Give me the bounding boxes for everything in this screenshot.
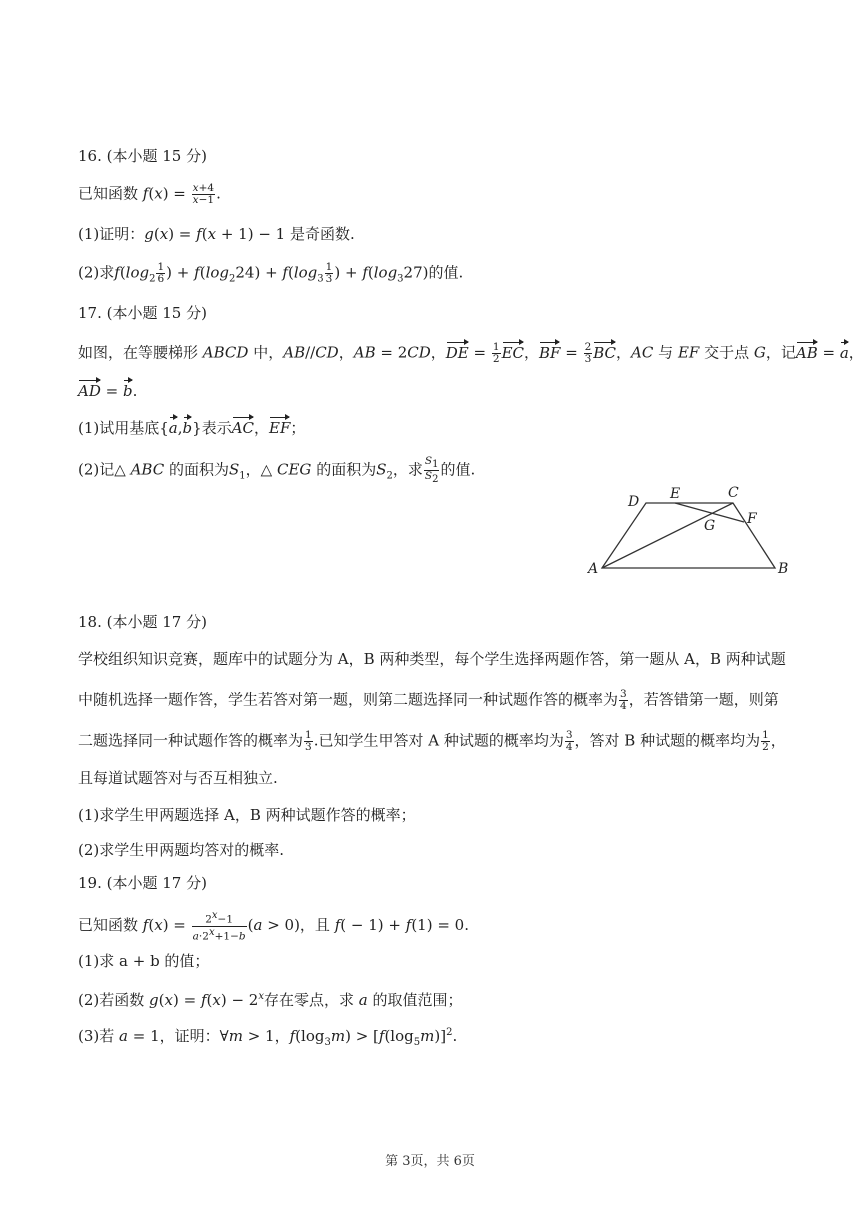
figure-label-a: A bbox=[588, 561, 599, 577]
q16-header: 16. (本小题 15 分) bbox=[78, 147, 207, 165]
q18-part2: (2)求学生甲两题均答对的概率. bbox=[78, 841, 285, 859]
figure-label-d: D bbox=[628, 494, 640, 510]
q19-part3: (3)若 a = 1，证明：∀m > 1，$f(\log_3m) > [f(\log_5m)]^2$. bbox=[78, 1027, 458, 1048]
q19-part1: (1)求 a + b 的值； bbox=[78, 952, 210, 970]
q17-part1: (1)试用基底{a,b}表示AC，EF； bbox=[78, 419, 306, 437]
q18-part1: (1)求学生甲两题选择 A，B 两种试题作答的概率； bbox=[78, 806, 416, 824]
q16-stem: 已知函数 f(x) = $\frac{x+4}{x-1}$ . bbox=[78, 182, 221, 206]
q18-header: 18. (本小题 17 分) bbox=[78, 613, 207, 631]
figure-label-g: G bbox=[704, 518, 716, 534]
q18-line4: 且每道试题答对与否互相独立. bbox=[78, 769, 278, 787]
q19-stem: 已知函数 f(x) = $\frac{2^x-1}{a\cdot 2^x+1-b}$ (a > 0)，且 f( − 1) + f(1) = 0. bbox=[78, 910, 469, 942]
q17-stem: 如图，在等腰梯形 ABCD 中，AB//CD，AB = 2CD，DE = $\frac{1}{2}$ EC，BF = $\frac{2}{3}$ BC，AC 与 EF 交于点 G，记AB = a， bbox=[78, 341, 864, 365]
q17-part2: (2)记△ ABC 的面积为$S_1$，△ CEG 的面积为$S_2$，求 $\frac{S_1}{S_2}$ 的值. bbox=[78, 455, 476, 486]
figure-label-c: C bbox=[728, 485, 739, 501]
q19-header: 19. (本小题 17 分) bbox=[78, 874, 207, 892]
page-footer: 第 3页，共 6页 bbox=[385, 1154, 475, 1169]
q18-line1: 学校组织知识竞赛，题库中的试题分为 A，B 两种类型，每个学生选择两题作答，第一题从 A，B 两种试题 bbox=[78, 650, 786, 668]
q18-line3: 二题选择同一种试题作答的概率为 $\frac{1}{3}$ .已知学生甲答对 A 种试题的概率均为 $\frac{3}{4}$ ，答对 B 种试题的概率均为 $\frac{1}{2}$ ， bbox=[78, 729, 786, 753]
figure-label-e: E bbox=[670, 486, 681, 502]
q19-part2: (2)若函数 $g(x) = f(x) - 2^x$存在零点，求 a 的取值范围； bbox=[78, 991, 463, 1009]
q18-line2: 中随机选择一题作答，学生若答对第一题，则第二题选择同一种试题作答的概率为 $\frac{3}{4}$ ，若答错第一题，则第 bbox=[78, 688, 779, 712]
figure-label-f: F bbox=[747, 511, 757, 527]
q16-part2: (2)求$f(\log_2$ $\frac{1}{6}$ ) + $f(\log_224) + f(\log_3$ $\frac{1}{3}$ ) + $f(\log_327)$的值. bbox=[78, 261, 464, 285]
q17-header: 17. (本小题 15 分) bbox=[78, 304, 207, 322]
q16-part1: (1)证明：g(x) = f(x + 1) − 1 是奇函数. bbox=[78, 225, 355, 243]
q17-stem-cont: AD = b. bbox=[78, 382, 138, 400]
figure-label-b: B bbox=[778, 561, 789, 577]
